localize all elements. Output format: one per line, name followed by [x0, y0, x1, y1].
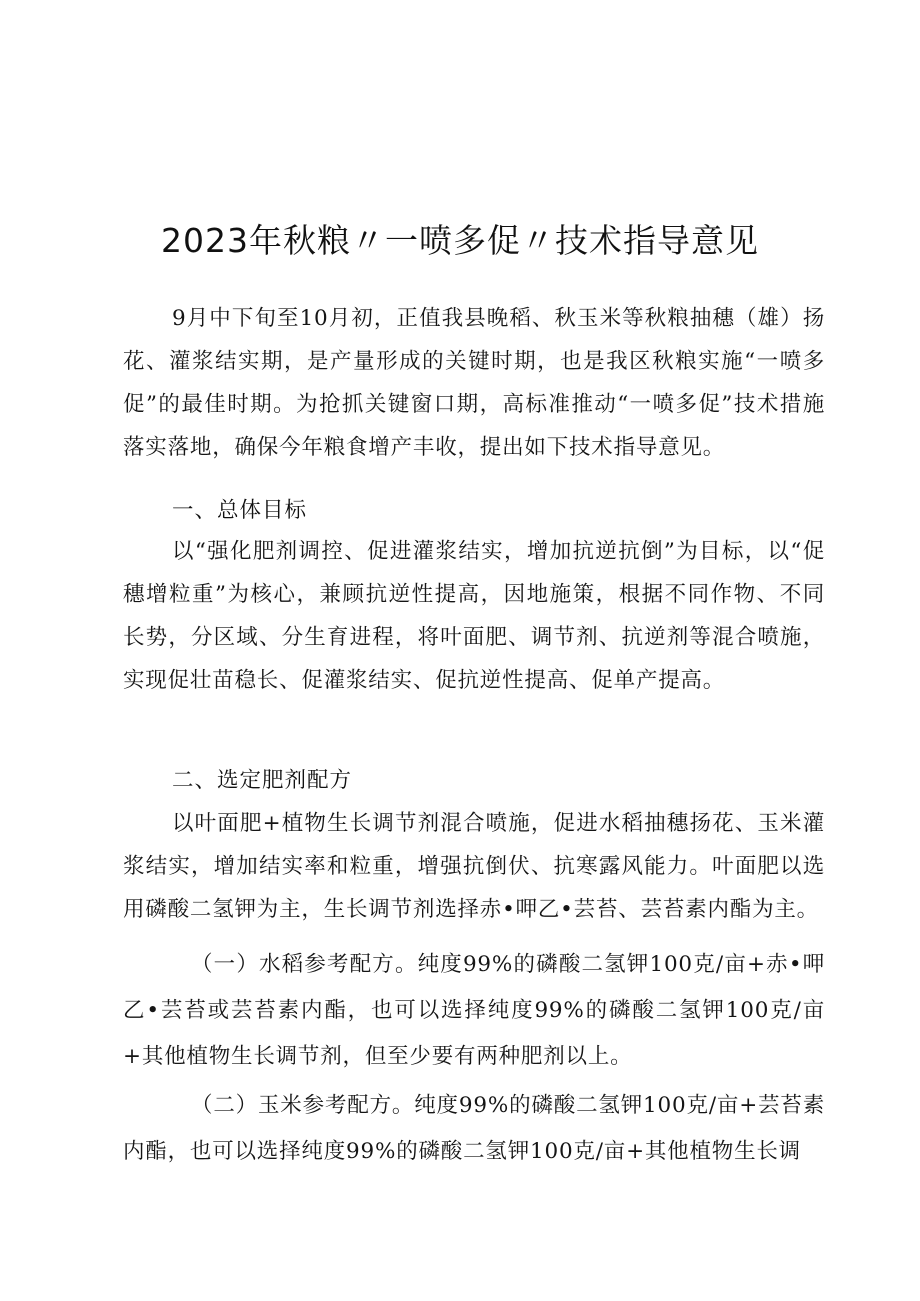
corn-formula-paragraph: （二）玉米参考配方。纯度99%的磷酸二氢钾100克/亩+芸苔素内酯，也可以选择纯度99%的磷酸二氢钾100克/亩+其他植物生长调 — [123, 1093, 825, 1164]
section-heading-formula: 二、选定肥剂配方 — [172, 768, 353, 793]
rice-formula-paragraph: （一）水稻参考配方。纯度99%的磷酸二氢钾100克/亩+赤•呷乙•芸苔或芸苔素内酯，也可以选择纯度99%的磷酸二氢钾100克/亩+其他植物生长调节剂，但至少要有两种肥剂以上。 — [123, 952, 825, 1069]
formula-paragraph: 以叶面肥+植物生长调节剂混合喷施，促进水稻抽穗扬花、玉米灌浆结实，增加结实率和粒重，增强抗倒伏、抗寒露风能力。叶面肥以选用磷酸二氢钾为主，生长调节剂选择赤•呷乙•芸苔、芸苔素内酯为主。 — [123, 811, 825, 922]
overall-goal-paragraph: 以“强化肥剂调控、促进灌浆结实，增加抗逆抗倒”为目标，以“促穗增粒重”为核心，兼顾抗逆性提高，因地施策，根据不同作物、不同长势，分区域、分生育进程，将叶面肥、调节剂、抗逆剂等混合喷施，实现促壮苗稳长、促灌浆结实、促抗逆性提高、促单产提高。 — [123, 539, 825, 693]
intro-paragraph: 9月中下旬至10月初，正值我县晚稻、秋玉米等秋粮抽穗（雄）扬花、灌浆结实期，是产量形成的关键时期，也是我区秋粮实施“一喷多促”的最佳时期。为抢抓关键窗口期，高标准推动“一喷多促”技术措施落实落地，确保今年粮食增产丰收，提出如下技术指导意见。 — [123, 306, 825, 460]
section-heading-overall-goal: 一、总体目标 — [172, 498, 308, 523]
document-title: 2023年秋粮〃一喷多促〃技术指导意见 — [161, 221, 759, 260]
